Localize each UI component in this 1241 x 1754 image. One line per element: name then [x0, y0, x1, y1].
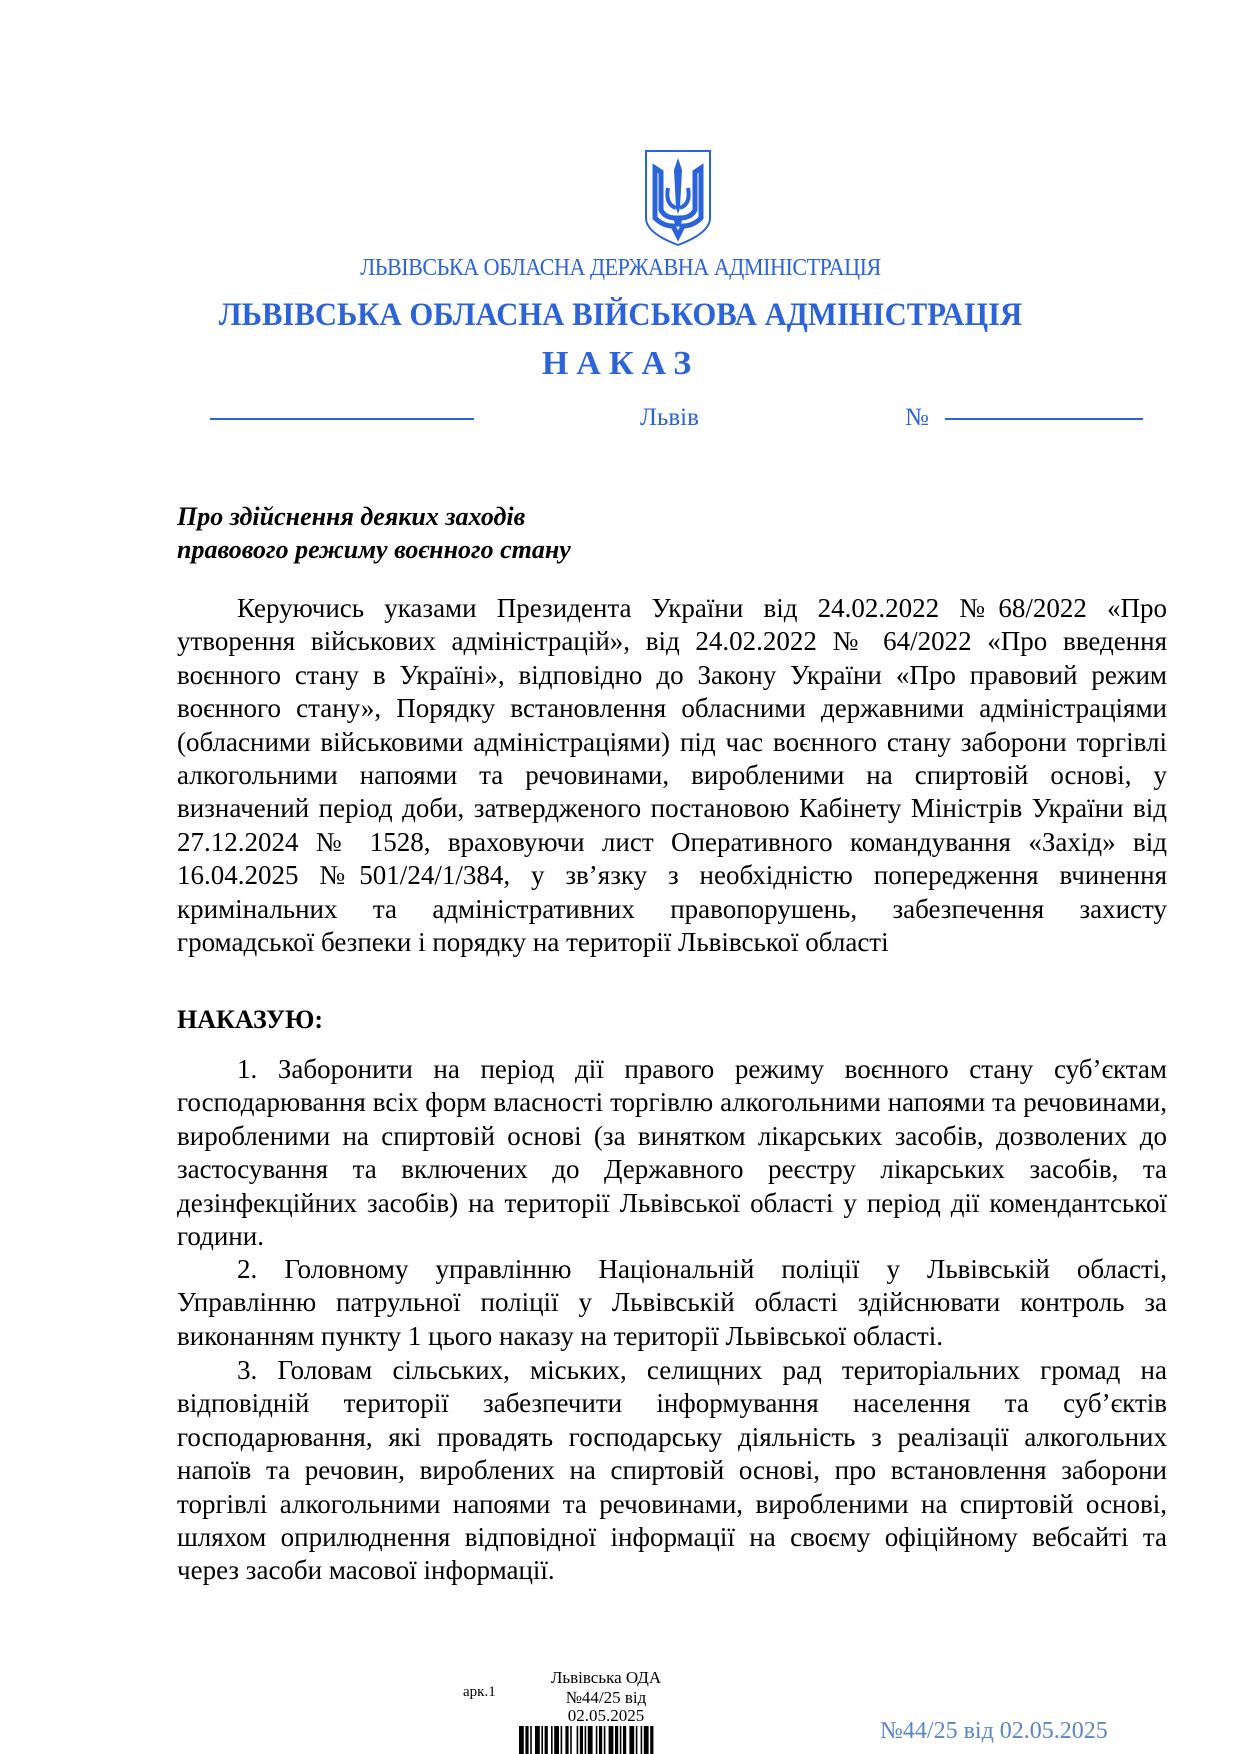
- sheet-number: арк.1: [463, 1684, 496, 1700]
- org-line-state-admin: ЛЬВІВСЬКА ОБЛАСНА ДЕРЖАВНА АДМІНІСТРАЦІЯ: [360, 255, 881, 281]
- barcode-bar: [615, 1726, 618, 1754]
- barcode-bar: [570, 1726, 572, 1754]
- barcode-bar: [551, 1726, 553, 1754]
- barcode-bar: [565, 1726, 568, 1754]
- barcode-bar: [535, 1726, 540, 1754]
- number-blank-line: [945, 418, 1143, 420]
- barcode-icon: [519, 1726, 719, 1754]
- order-heading: НАКАЗУЮ:: [177, 1005, 324, 1034]
- barcode-bar: [588, 1726, 593, 1754]
- trident-coat-of-arms-icon: [643, 148, 713, 248]
- stamp-date: 02.05.2025: [567, 1706, 645, 1725]
- barcode-bar: [541, 1726, 543, 1754]
- barcode-bar: [525, 1726, 528, 1754]
- barcode-bar: [623, 1726, 626, 1754]
- order-item: 2. Головному управлінню Національній поліції у Львівській області, Управлінню патрульної поліції у Львівській області здійснювати контроль за виконанням пункту 1 цього наказу на території Львівської області.: [177, 1254, 1167, 1351]
- barcode-bar: [604, 1726, 606, 1754]
- barcode-bar: [545, 1726, 548, 1754]
- barcode-bar: [609, 1726, 614, 1754]
- barcode-bar: [519, 1726, 524, 1754]
- document-subject: [177, 500, 571, 566]
- barcode-bar: [599, 1726, 602, 1754]
- barcode-bar: [577, 1726, 579, 1754]
- date-blank-line: [210, 418, 474, 420]
- subject-line-2: правового режиму воєнного стану: [177, 535, 571, 564]
- stamp-number: №44/25 від: [565, 1688, 647, 1707]
- barcode-bar: [620, 1726, 622, 1754]
- barcode-bar: [580, 1726, 583, 1754]
- order-item: 1. Заборонити на період дії правого режиму воєнного стану суб’єктам господарювання всіх форм власності торгівлю алкогольними напоями та речовинами, виробленими на спиртовій основі (за винятком лікарських засобів, дозволених до застосування та включених до Державного реєстру лікарських засобів, та дезінфекційних засобів) на території Львівської області у період дії комендантської години.: [177, 1054, 1167, 1252]
- barcode-bar: [561, 1726, 563, 1754]
- subject-line-1: Про здійснення деяких заходів: [177, 502, 526, 531]
- order-item: 3. Головам сільських, міських, селищних рад територіальних громад на відповідній території забезпечити інформування населення та суб’єктів господарювання, які провадять господарську діяльність з реалізації алкогольних напоїв та речовин, вироблених на спиртовій основі, про встановлення заборони торгівлі алкогольними напоями та речовинами, виробленими на спиртовій основі, шляхом оприлюднення відповідної інформації на своєму офіційному вебсайті та через засоби масової інформації.: [177, 1355, 1167, 1586]
- stamp-organization: Львівська ОДА: [550, 1668, 662, 1687]
- number-label: №: [905, 404, 929, 431]
- barcode-bar: [629, 1726, 634, 1754]
- city-label: Львів: [640, 404, 699, 431]
- barcode-bar: [644, 1726, 649, 1754]
- registration-number: №44/25 від 02.05.2025: [880, 1718, 1108, 1744]
- barcode-bar: [585, 1726, 587, 1754]
- org-line-military-admin: ЛЬВІВСЬКА ОБЛАСНА ВІЙСЬКОВА АДМІНІСТРАЦІЯ: [218, 297, 1023, 333]
- document-type-title: НАКАЗ: [541, 345, 700, 382]
- preamble-paragraph: Керуючись указами Президента України від 24.02.2022 №68/2022 «Про утворення військових адміністрацій», від 24.02.2022 № 64/2022 «Про введення воєнного стану в Україні», відповідно до Закону України «Про правовий режим воєнного стану», Порядку встановлення обласними державними адміністраціями (обласними військовими адміністраціями) під час воєнного стану заборони торгівлі алкогольними напоями та речовинами, виробленими на спиртовій основі, у визначений період доби, затвердженого постановою Кабінету Міністрів України від 27.12.2024 № 1528, враховуючи лист Оперативного командування «Захід» від 16.04.2025 №501/24/1/384, у зв’язку з необхідністю попередження вчинення кримінальних та адміністративних правопорушень, забезпечення захисту громадської безпеки і порядку на території Львівської області: [177, 593, 1167, 958]
- barcode-bar: [530, 1726, 532, 1754]
- barcode-bar: [641, 1726, 643, 1754]
- barcode-bar: [596, 1726, 598, 1754]
- barcode-bar: [554, 1726, 559, 1754]
- barcode-bar: [636, 1726, 638, 1754]
- barcode-bar: [650, 1726, 653, 1754]
